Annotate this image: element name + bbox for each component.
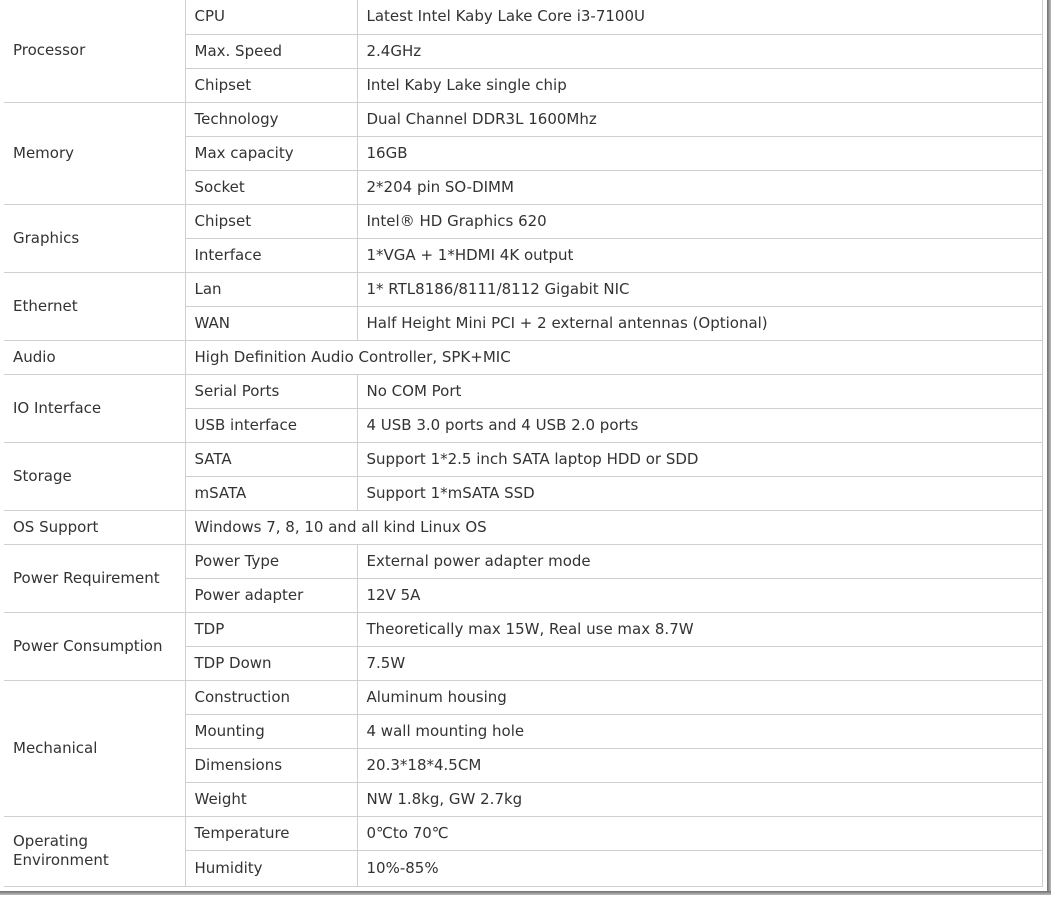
- spec-value: High Definition Audio Controller, SPK+MIC: [185, 340, 1042, 374]
- spec-row-audio: [4, 340, 1042, 374]
- category-mechanical: Mechanical: [4, 680, 185, 816]
- spec-label: SATA: [185, 442, 357, 476]
- spec-value: Theoretically max 15W, Real use max 8.7W: [357, 612, 1042, 646]
- spec-row: [4, 816, 1042, 850]
- spec-value: Half Height Mini PCI + 2 external antennas (Optional): [357, 306, 1042, 340]
- frame-shadow-right: [1047, 0, 1051, 891]
- spec-label: Chipset: [185, 68, 357, 102]
- spec-value: Support 1*mSATA SSD: [357, 476, 1042, 510]
- spec-label: mSATA: [185, 476, 357, 510]
- spec-label: Power adapter: [185, 578, 357, 612]
- spec-row: [4, 442, 1042, 476]
- spec-value: 12V 5A: [357, 578, 1042, 612]
- spec-label: Interface: [185, 238, 357, 272]
- spec-value: Dual Channel DDR3L 1600Mhz: [357, 102, 1042, 136]
- spec-label: Temperature: [185, 816, 357, 850]
- category-power-consumption: Power Consumption: [4, 612, 185, 680]
- spec-label: Power Type: [185, 544, 357, 578]
- spec-value: Intel® HD Graphics 620: [357, 204, 1042, 238]
- spec-row: [4, 272, 1042, 306]
- frame-shadow-bottom: [0, 891, 1051, 895]
- spec-label: TDP: [185, 612, 357, 646]
- spec-value: Windows 7, 8, 10 and all kind Linux OS: [185, 510, 1042, 544]
- spec-label: CPU: [185, 0, 357, 34]
- spec-label: Chipset: [185, 204, 357, 238]
- spec-label: Serial Ports: [185, 374, 357, 408]
- spec-row: [4, 612, 1042, 646]
- spec-value: 7.5W: [357, 646, 1042, 680]
- category-power-requirement: Power Requirement: [4, 544, 185, 612]
- spec-value: 20.3*18*4.5CM: [357, 748, 1042, 782]
- spec-label: WAN: [185, 306, 357, 340]
- spec-value: 4 USB 3.0 ports and 4 USB 2.0 ports: [357, 408, 1042, 442]
- spec-row: [4, 102, 1042, 136]
- spec-value: 2*204 pin SO-DIMM: [357, 170, 1042, 204]
- spec-value: 10%-85%: [357, 850, 1042, 886]
- category-os-support: OS Support: [4, 510, 185, 544]
- category-audio: Audio: [4, 340, 185, 374]
- spec-value: 1* RTL8186/8111/8112 Gigabit NIC: [357, 272, 1042, 306]
- spec-row: [4, 204, 1042, 238]
- spec-label: Technology: [185, 102, 357, 136]
- spec-row: [4, 374, 1042, 408]
- spec-value: Aluminum housing: [357, 680, 1042, 714]
- category-storage: Storage: [4, 442, 185, 510]
- spec-value: NW 1.8kg, GW 2.7kg: [357, 782, 1042, 816]
- spec-label: Weight: [185, 782, 357, 816]
- spec-label: Mounting: [185, 714, 357, 748]
- spec-value: 4 wall mounting hole: [357, 714, 1042, 748]
- spec-value: Intel Kaby Lake single chip: [357, 68, 1042, 102]
- spec-label: Humidity: [185, 850, 357, 886]
- spec-value: 2.4GHz: [357, 34, 1042, 68]
- category-io-interface: IO Interface: [4, 374, 185, 442]
- spec-row: [4, 544, 1042, 578]
- category-graphics: Graphics: [4, 204, 185, 272]
- category-operating-environment: Operating Environment: [4, 816, 185, 886]
- category-memory: Memory: [4, 102, 185, 204]
- spec-value: 0℃to 70℃: [357, 816, 1042, 850]
- spec-value: External power adapter mode: [357, 544, 1042, 578]
- spec-row: [4, 680, 1042, 714]
- category-processor: Processor: [4, 0, 185, 102]
- spec-row-os-support: [4, 510, 1042, 544]
- spec-value: No COM Port: [357, 374, 1042, 408]
- spec-label: Max capacity: [185, 136, 357, 170]
- spec-label: USB interface: [185, 408, 357, 442]
- spec-value: Latest Intel Kaby Lake Core i3-7100U: [357, 0, 1042, 34]
- spec-label: Construction: [185, 680, 357, 714]
- spec-label: Max. Speed: [185, 34, 357, 68]
- spec-label: Socket: [185, 170, 357, 204]
- spec-label: Dimensions: [185, 748, 357, 782]
- spec-table-body: [4, 0, 1042, 886]
- category-ethernet: Ethernet: [4, 272, 185, 340]
- spec-label: Lan: [185, 272, 357, 306]
- spec-value: Support 1*2.5 inch SATA laptop HDD or SDD: [357, 442, 1042, 476]
- spec-value: 16GB: [357, 136, 1042, 170]
- spec-value: 1*VGA + 1*HDMI 4K output: [357, 238, 1042, 272]
- spec-label: TDP Down: [185, 646, 357, 680]
- spec-row: [4, 0, 1042, 34]
- spec-table: [4, 0, 1043, 887]
